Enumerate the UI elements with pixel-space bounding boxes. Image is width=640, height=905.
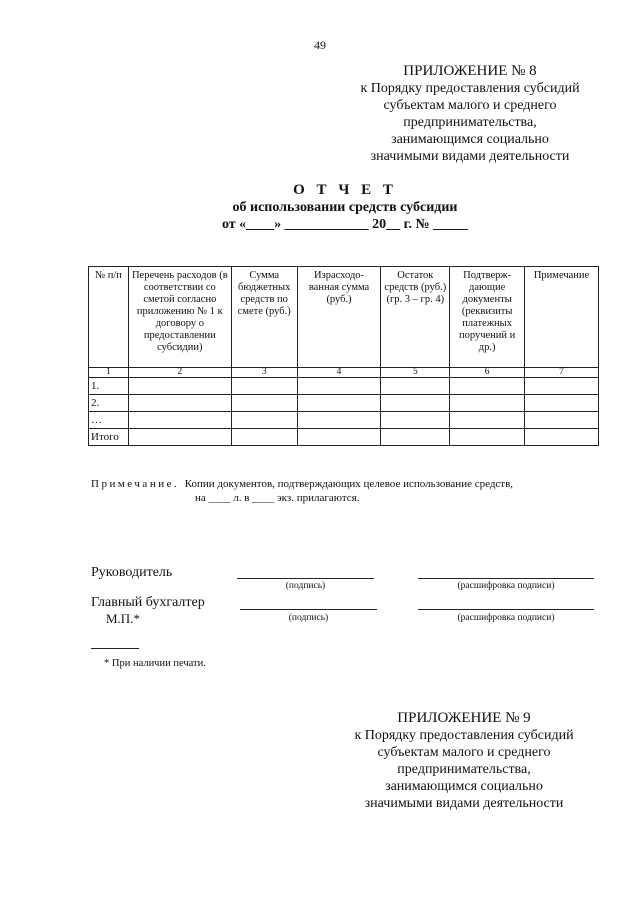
report-table <box>88 266 599 446</box>
stamp-label: М.П.* <box>106 611 140 626</box>
column-header: Израсходо-ванная сумма (руб.) <box>297 267 381 368</box>
column-header: Сумма бюджетных средств по смете (руб.) <box>231 267 297 368</box>
table-row <box>89 412 599 429</box>
note-text-line2: на ____ л. в ____ экз. прилагаются. <box>195 492 360 504</box>
column-number: 5 <box>381 368 450 378</box>
column-number-row <box>89 368 599 378</box>
column-number: 4 <box>297 368 381 378</box>
column-number: 2 <box>128 368 231 378</box>
note-block <box>91 477 513 505</box>
accountant-signature-line <box>240 609 377 610</box>
appendix-8-title: ПРИЛОЖЕНИЕ № 8 <box>403 63 537 79</box>
appendix-9-line: предпринимательства, <box>397 762 531 777</box>
appendix-9-line: к Порядку предоставления субсидий <box>354 728 574 743</box>
report-heading <box>0 182 640 233</box>
head-signature-line <box>237 578 374 579</box>
column-number: 6 <box>450 368 525 378</box>
column-header: Перечень расходов (в соответствии со сметой согласно приложению № 1 к договору о предоставлении субсидии) <box>128 267 231 368</box>
table-row <box>89 395 599 412</box>
table-header-row <box>89 267 599 368</box>
footnote: * При наличии печати. <box>104 658 206 669</box>
note-label: Примечание. <box>91 478 180 490</box>
row-label: 1. <box>89 378 129 395</box>
report-title: О Т Ч Е Т <box>293 182 397 198</box>
report-date-line: от «____» ____________ 20__ г. № _____ <box>221 217 469 232</box>
table-row <box>89 378 599 395</box>
column-header: Остаток средств (руб.) (гр. 3 – гр. 4) <box>381 267 450 368</box>
appendix-9-line: занимающимся социально <box>385 779 543 794</box>
column-header: Примечание <box>525 267 599 368</box>
note-text: Копии документов, подтверждающих целевое использование средств, <box>184 478 514 490</box>
head-decode-line <box>418 578 594 579</box>
appendix-8-line: предпринимательства, <box>403 115 537 130</box>
appendix-8-line: к Порядку предоставления субсидий <box>360 81 580 96</box>
row-label: Итого <box>89 429 129 446</box>
row-label: … <box>89 412 129 429</box>
column-number: 3 <box>231 368 297 378</box>
accountant-decode-line <box>418 609 594 610</box>
footnote-divider <box>91 648 139 649</box>
appendix-9-title: ПРИЛОЖЕНИЕ № 9 <box>397 710 531 726</box>
accountant-label: Главный бухгалтер <box>91 595 205 610</box>
decode-caption: (расшифровка подписи) <box>457 581 555 591</box>
column-header: Подтверж-дающие документы (реквизиты платежных поручений и др.) <box>450 267 525 368</box>
head-label: Руководитель <box>91 565 173 580</box>
signature-caption: (подпись) <box>288 613 329 623</box>
column-number: 1 <box>89 368 129 378</box>
column-header: № п/п <box>89 267 129 368</box>
appendix-8-line: субъектам малого и среднего <box>383 98 557 113</box>
appendix-9-line: значимыми видами деятельности <box>364 796 564 811</box>
decode-caption: (расшифровка подписи) <box>457 613 555 623</box>
appendix-8-line: занимающимся социально <box>391 132 549 147</box>
report-subtitle: об использовании средств субсидии <box>232 200 458 215</box>
table-row-total <box>89 429 599 446</box>
appendix-8-line: значимыми видами деятельности <box>370 149 570 164</box>
row-label: 2. <box>89 395 129 412</box>
appendix-8-header <box>340 63 600 165</box>
appendix-9-line: субъектам малого и среднего <box>377 745 551 760</box>
signature-caption: (подпись) <box>285 581 326 591</box>
page-number: 49 <box>314 38 326 52</box>
column-number: 7 <box>525 368 599 378</box>
appendix-9-header <box>334 710 594 812</box>
